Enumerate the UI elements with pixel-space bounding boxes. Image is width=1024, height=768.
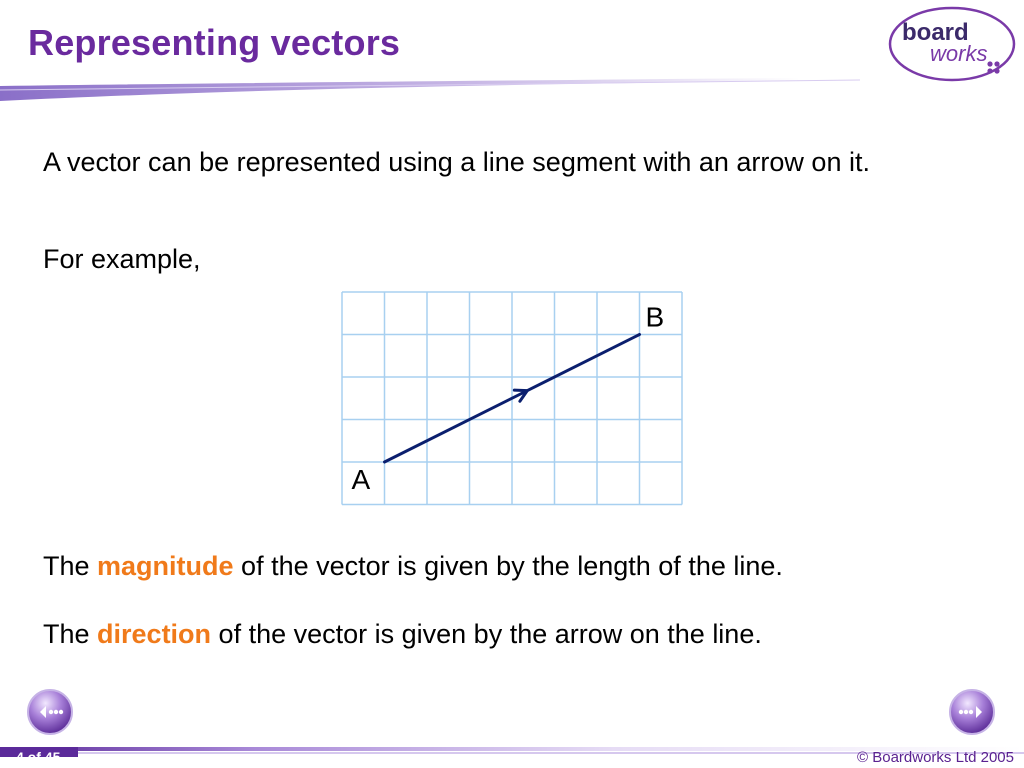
logo-text-works: works: [930, 41, 988, 66]
logo-text-board: board: [902, 19, 969, 46]
page-title: Representing vectors: [28, 22, 401, 63]
point-label-b: B: [645, 301, 665, 333]
magnitude-sentence: [43, 546, 783, 586]
direction-prefix: The: [43, 619, 98, 649]
previous-slide-button[interactable]: [26, 688, 74, 736]
direction-sentence: [43, 614, 762, 654]
magnitude-keyword: magnitude: [97, 551, 234, 581]
example-text: For example,: [43, 244, 201, 274]
boardworks-logo: [886, 4, 1020, 88]
magnitude-suffix: of the vector is given by the length of the line.: [233, 551, 783, 581]
copyright-text: © Boardworks Ltd 2005: [857, 749, 1014, 766]
next-slide-button[interactable]: [948, 688, 996, 736]
vector-grid-diagram: [330, 280, 700, 520]
slide-number: 4 of 45: [16, 749, 61, 765]
magnitude-prefix: The: [43, 551, 98, 581]
direction-suffix: of the vector is given by the arrow on the line.: [211, 619, 762, 649]
intro-text: A vector can be represented using a line segment with an arrow on it.: [43, 147, 870, 177]
point-label-a: A: [351, 464, 371, 495]
direction-keyword: direction: [97, 619, 212, 649]
